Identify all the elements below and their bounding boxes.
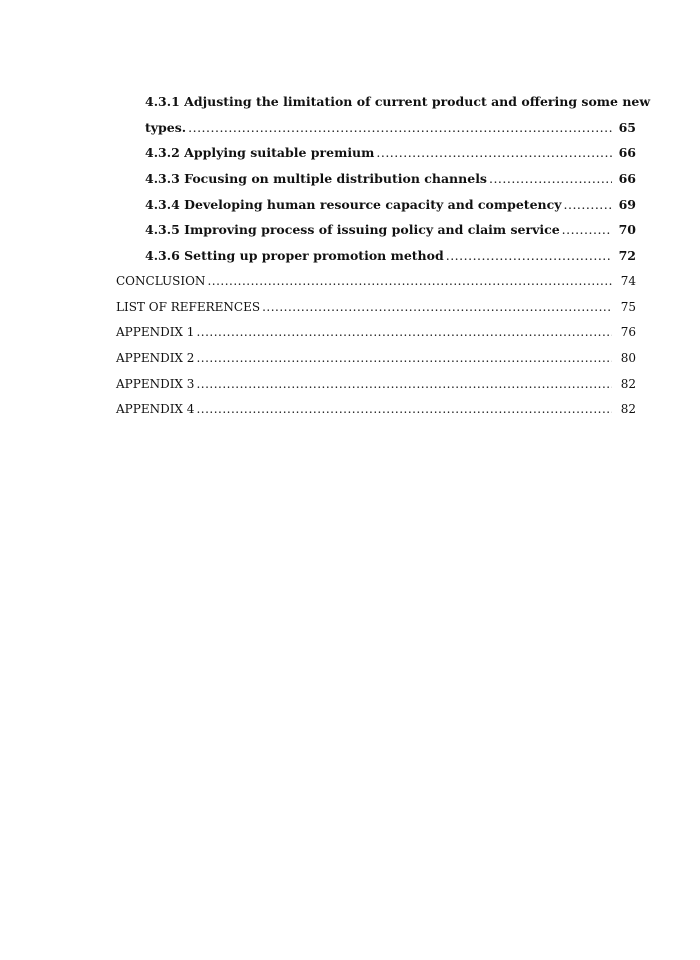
toc-entry-title: LIST OF REFERENCES: [116, 299, 261, 314]
toc-dot-leader: [196, 325, 612, 339]
toc-entry-page: 75: [620, 299, 636, 314]
toc-entry-4-3-5[interactable]: [116, 222, 636, 248]
toc-dot-leader: [196, 402, 612, 416]
toc-dot-leader: [196, 351, 612, 365]
toc-entry-page: 66: [618, 145, 636, 161]
toc-entry-title: APPENDIX 4: [116, 402, 195, 417]
toc-dot-leader: [446, 248, 612, 263]
toc-entry-4-3-1[interactable]: [116, 94, 651, 120]
toc-dot-leader: [564, 197, 613, 212]
toc-entry-list-of-references[interactable]: [116, 300, 636, 326]
toc-dot-leader: [489, 171, 612, 186]
toc-entry-page: 80: [620, 350, 636, 365]
toc-entry-title: APPENDIX 1: [116, 325, 195, 340]
toc-entry-4-3-6[interactable]: [116, 248, 636, 274]
toc-entry-appendix-1[interactable]: [116, 325, 636, 351]
toc-entry-title: 4.3.4 Developing human resource capacity and competency: [145, 196, 562, 212]
table-of-contents: [116, 94, 651, 428]
toc-entry-page: 72: [618, 248, 636, 264]
toc-entry-appendix-4[interactable]: [116, 402, 636, 428]
toc-entry-title: 4.3.2 Applying suitable premium: [145, 145, 375, 161]
toc-entry-page: 69: [618, 196, 636, 212]
toc-entry-appendix-3[interactable]: [116, 377, 636, 403]
toc-entry-page: 82: [620, 402, 636, 417]
toc-entry-appendix-2[interactable]: [116, 351, 636, 377]
toc-entry-page: 76: [620, 325, 636, 340]
toc-dot-leader: [376, 145, 612, 160]
toc-entry-4-3-2[interactable]: [116, 145, 636, 171]
toc-entry-title: types.: [145, 119, 187, 135]
toc-entry-title: APPENDIX 3: [116, 376, 195, 391]
toc-dot-leader: [262, 300, 612, 314]
toc-dot-leader: [562, 222, 612, 237]
toc-entry-4-3-1-continued[interactable]: [116, 120, 636, 146]
toc-entry-title: 4.3.5 Improving process of issuing policy and claim service: [145, 222, 560, 238]
toc-dot-leader: [207, 274, 612, 288]
toc-entry-title: APPENDIX 2: [116, 350, 195, 365]
toc-entry-page: 82: [620, 376, 636, 391]
toc-dot-leader: [188, 120, 612, 135]
toc-entry-4-3-3[interactable]: [116, 171, 636, 197]
toc-entry-title: CONCLUSION: [116, 273, 206, 288]
toc-entry-conclusion[interactable]: [116, 274, 636, 300]
toc-entry-4-3-4[interactable]: [116, 197, 636, 223]
toc-entry-page: 65: [618, 119, 636, 135]
toc-entry-page: 66: [618, 171, 636, 187]
toc-entry-page: 74: [620, 273, 636, 288]
toc-entry-title: 4.3.1 Adjusting the limitation of current product and offering some new: [145, 94, 651, 109]
toc-entry-title: 4.3.3 Focusing on multiple distribution channels: [145, 171, 487, 187]
toc-entry-page: 70: [618, 222, 636, 238]
toc-dot-leader: [196, 377, 612, 391]
toc-entry-title: 4.3.6 Setting up proper promotion method: [145, 248, 444, 264]
